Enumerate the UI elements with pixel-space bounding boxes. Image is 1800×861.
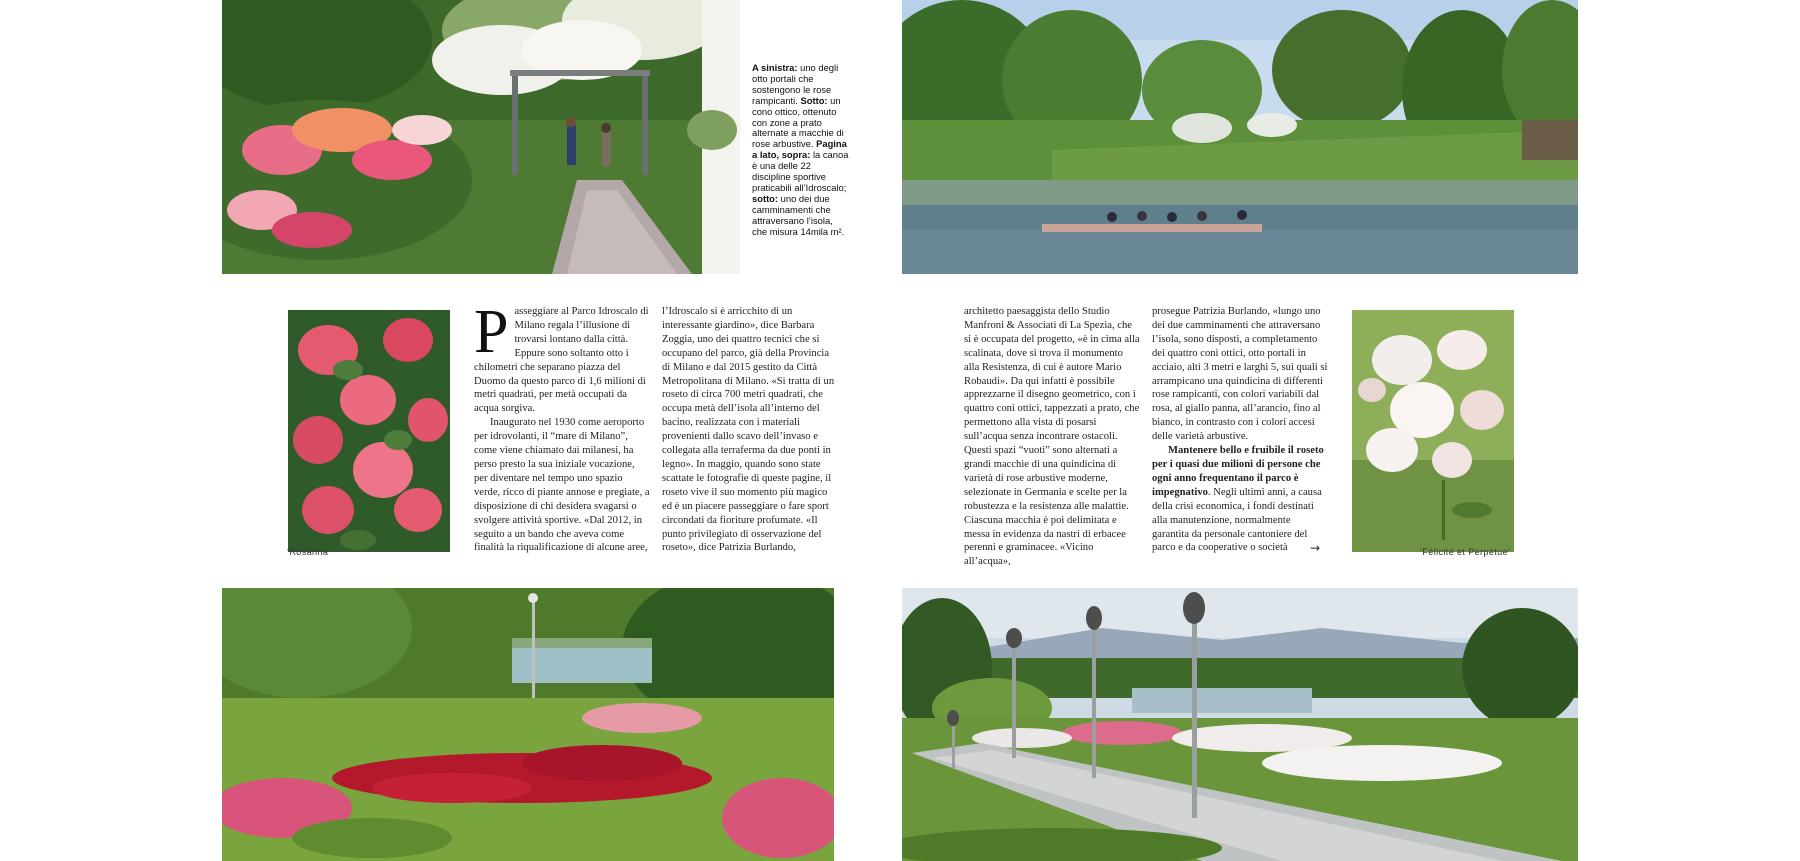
paragraph-intro: Passeggiare al Parco Idroscalo di Milano regala l’illusione di trovarsi lontano dalla città. Eppure sono soltanto otto i chilometri che separano piazza del Duomo da questo parco di 1,6 milioni di metri quadrati, per metà occupati da acqua sorgiva. (474, 298, 649, 415)
photo-rosanna-rose (288, 310, 450, 552)
paragraph-roseto: l’Idroscalo si è arricchito di un interessante giardino», dice Barbara Zoggia, uno dei quattro tecnici che si occupano del parco, già della Provincia di Milano e dal 2015 gestito da Città Metropolitana di Milano. «Si tratta di un roseto di circa 700 metri quadrati, che occupa metà dell’isola all’interno del bacino, realizzata con i materiali provenienti dallo scavo dell’invaso e collegata alla terraferma da due ponti in legno». In maggio, quando sono state scattate le fotografie di queste pagine, il roseto vive il suo momento più magico ed è un piacere passeggiare o fare sport circondati da fioriture profumate. «Il punto privilegiato di osservazione del roseto», dice Patrizia Burlando, (662, 306, 835, 554)
text-column-2 (662, 305, 838, 555)
photo-rose-arch-path (222, 0, 740, 274)
drop-cap: P (474, 298, 509, 366)
photo-path-lampposts (902, 588, 1578, 861)
text-column-1 (474, 298, 650, 555)
photo-canoe-lake (902, 0, 1578, 274)
text-column-4 (1152, 305, 1328, 555)
text-column-3 (964, 305, 1140, 569)
rose-label-rosanna: ‘Rosanna’ (287, 547, 331, 557)
continue-arrow: → (1310, 541, 1321, 555)
rose-label-felicite: ‘Félicité et Perpétue’ (1420, 547, 1511, 557)
paragraph-portali: prosegue Patrizia Burlando, «lungo uno dei due camminamenti che attraversano l’isola, sono disposti, a completamento dei quattro coni ottici, otto portali in acciaio, alti 3 metri e larghi 5, sui quali si arrampicano una quindicina di differenti rose rampicanti, con colori variabili dal rosa, al giallo panna, all’arancio, fino al bianco, in contrasto con i colori accesi delle varietà arbustive. (1152, 306, 1328, 443)
photo-caption: A sinistra: uno degli otto portali che sostengono le rose rampicanti. Sotto: un cono ottico, ottenuto con zone a prato alternate a macchie di rose arbustive. Pagina a lato, sopra: la canoa è una delle 22 discipline sportive praticabili all’Idroscalo; sotto: uno dei due camminamenti che attraversano l’isola, che misura 14mila m². (752, 62, 849, 237)
photo-lawn-red-roses (222, 588, 834, 861)
photo-felicite-rose (1352, 310, 1514, 552)
paragraph-maintenance: Mantenere bello e fruibile il roseto per i quasi due milioni di persone che ogni anno frequentano il parco è impegnativo. Negli ultimi anni, a causa della crisi economica, i fondi destinati alla manutenzione, normalmente garantita da personale cantoniere del parco e da cooperative o società (1152, 445, 1324, 554)
paragraph-history: Inaugurato nel 1930 come aeroporto per idrovolanti, il “mare di Milano”, come viene chiamato dai milanesi, ha perso presto la sua iniziale vocazione, per diventare nel tempo uno spazio verde, ricco di piante annose e pregiate, a disposizione di chi desidera svagarsi o svolgere attività sportive. «Dal 2012, in seguito a un bando che aveva come finalità la riqualificazione di alcune aree, (474, 417, 650, 554)
paragraph-design: architetto paesaggista dello Studio Manfroni & Associati di La Spezia, che si è occupata del progetto, «è in cima alla scalinata, dove si trova il monumento alla Resistenza, di cui è autore Mario Robaudi». Da qui infatti è possibile apprezzarne il disegno geometrico, con i quattro coni ottici, tappezzati a prato, che permettono alla vista di posarsi sull’acqua senza incontrare ostacoli. Questi spazi “vuoti” sono alternati a grandi macchie di una quindicina di varietà di rose arbustive moderne, selezionate in Germania e scelte per la robustezza e la resistenza alle malattie. Ciascuna macchia è poi delimitata e messa in evidenza da nastri di erbacee perenni e graminacee. «Vicino all’acqua», (964, 306, 1140, 568)
